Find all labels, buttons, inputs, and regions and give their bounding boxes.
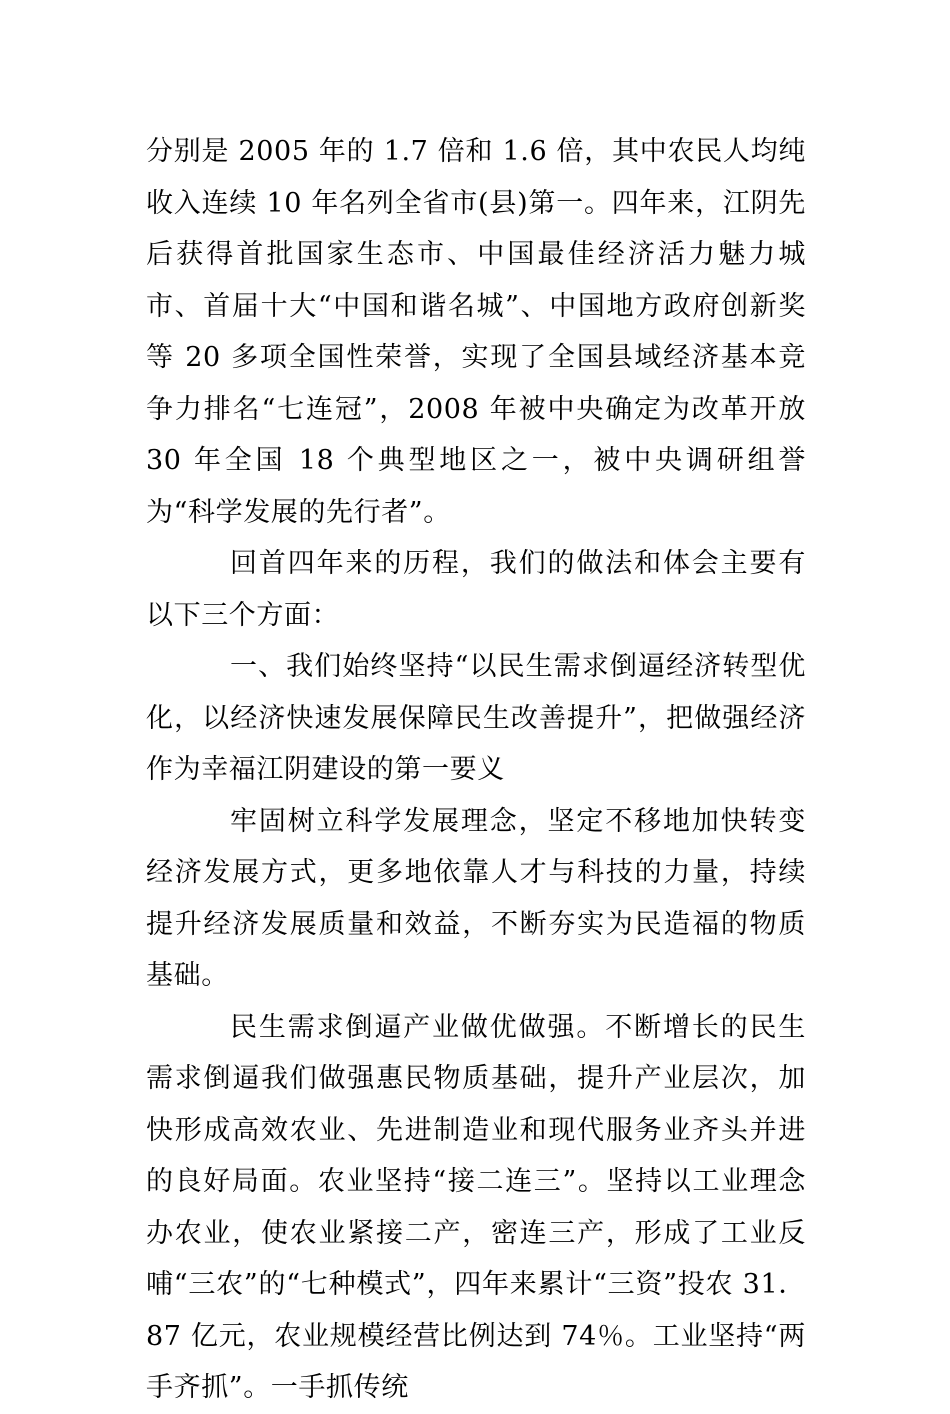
paragraph-continued: 分别是 2005 年的 1.7 倍和 1.6 倍，其中农民人均纯收入连续 10 年名列全省市(县)第一。四年来，江阴先后获得首批国家生态市、中国最佳经济活力魅力城市、首届十大“中国和谐名城”、中国地方政府创新奖等 20 多项全国性荣誉，实现了全国县域经济基本竞争力排名“七连冠”，2008 年被中央确定为改革开放 30 年全国 18 个典型地区之一，被中央调研组誉为“科学发展的先行者”。 — [146, 136, 806, 528]
section-heading-one: 一、我们始终坚持“以民生需求倒逼经济转型优化，以经济快速发展保障民生改善提升”，把做强经济作为幸福江阴建设的第一要义 — [146, 651, 806, 785]
paragraph-industry: 民生需求倒逼产业做优做强。不断增长的民生需求倒逼我们做强惠民物质基础，提升产业层次，加快形成高效农业、先进制造业和现代服务业齐头并进的良好局面。农业坚持“接二连三”。坚持以工业理念办农业，使农业紧接二产，密连三产，形成了工业反哺“三农”的“七种模式”，四年来累计“三资”投农 31．87 亿元，农业规模经营比例达到 74％。工业坚持“两手齐抓”。一手抓传统 — [146, 1011, 806, 1403]
paragraph-development: 牢固树立科学发展理念，坚定不移地加快转变经济发展方式，更多地依靠人才与科技的力量，持续提升经济发展质量和效益，不断夯实为民造福的物质基础。 — [146, 805, 806, 991]
document-body — [146, 126, 806, 1414]
paragraph-review: 回首四年来的历程，我们的做法和体会主要有以下三个方面： — [146, 548, 806, 631]
